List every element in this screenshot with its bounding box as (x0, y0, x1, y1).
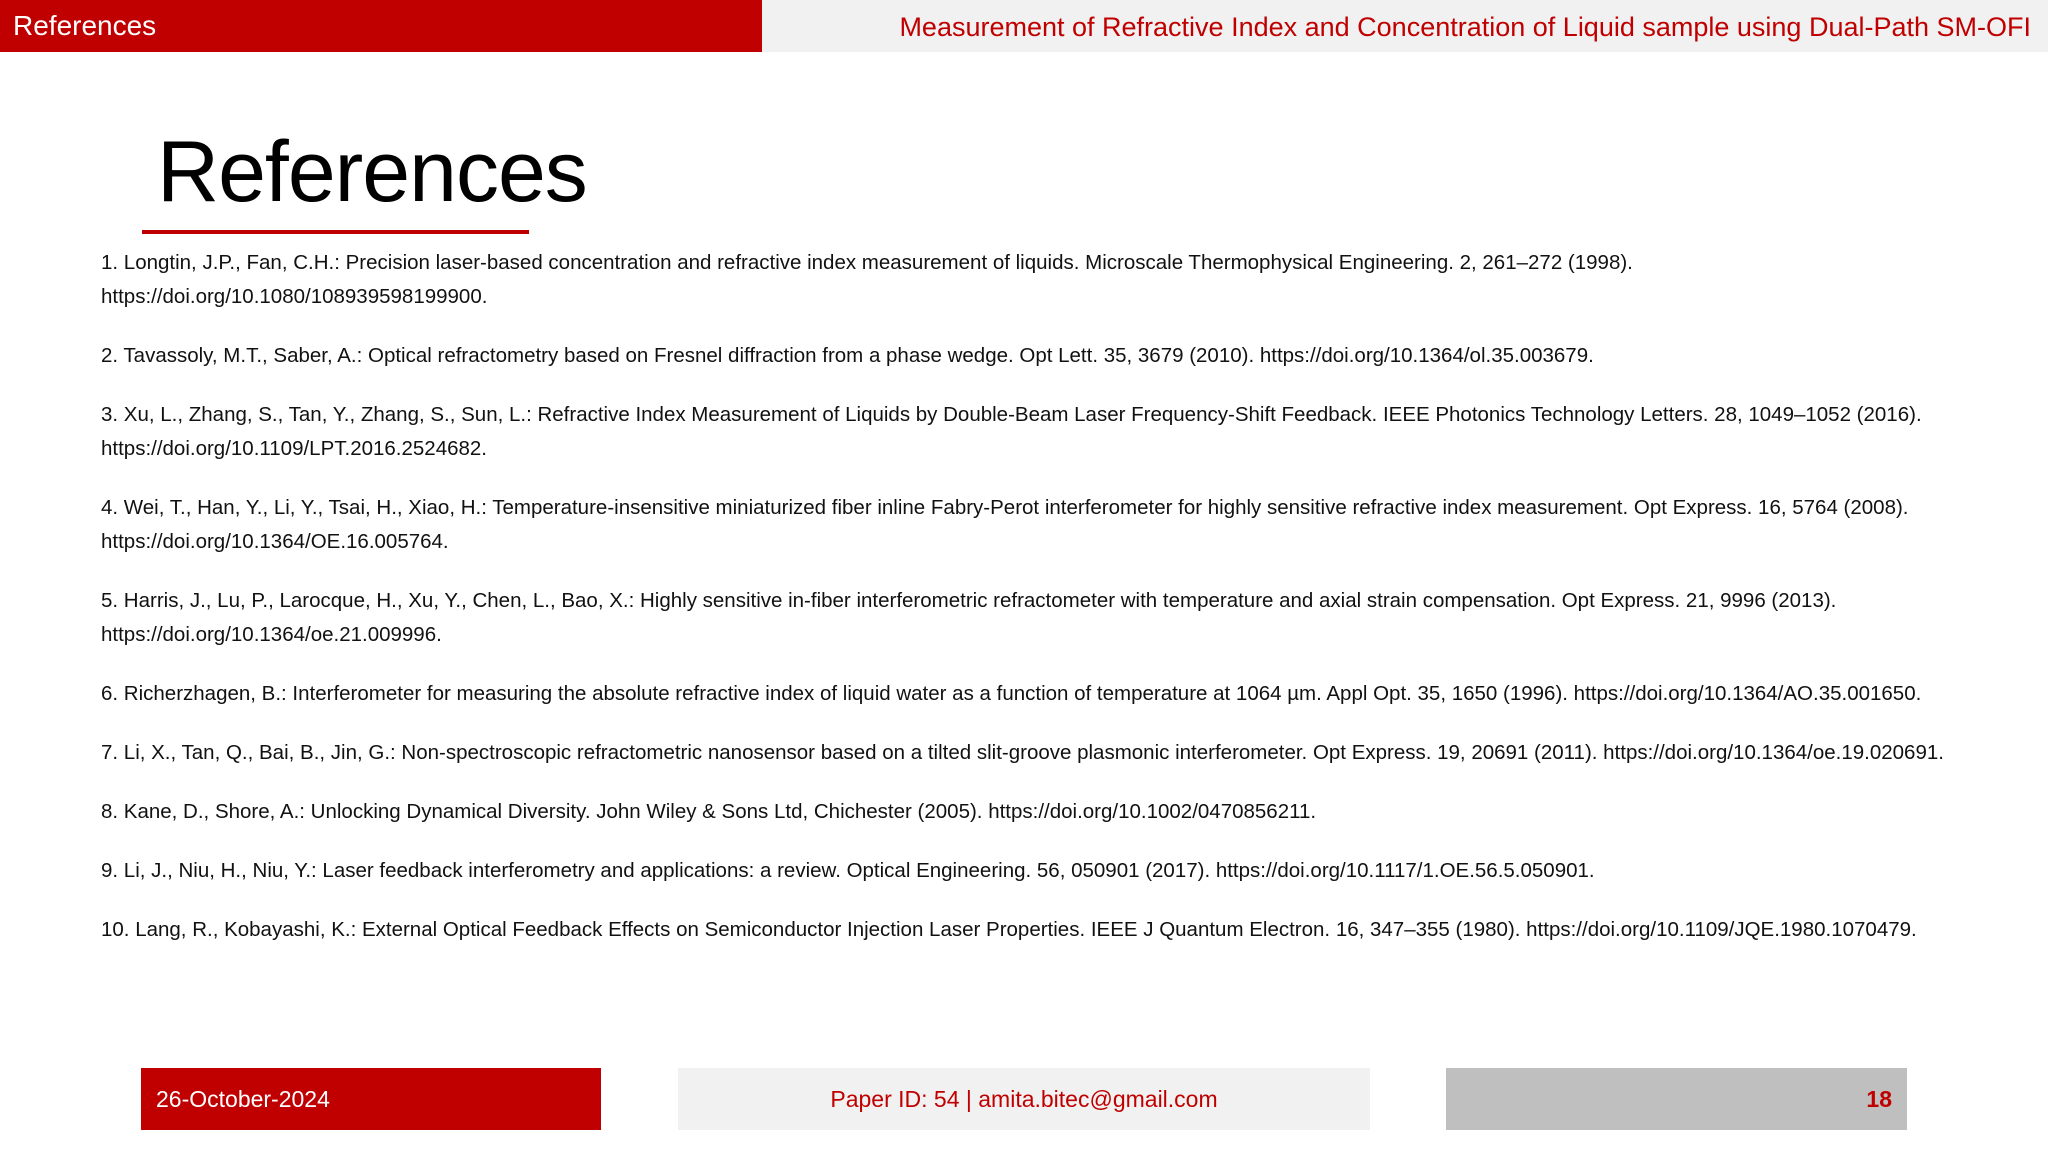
reference-item: 2. Tavassoly, M.T., Saber, A.: Optical refractometry based on Fresnel diffraction from a phase wedge. Opt Lett. 35, 3679 (2010). https://doi.org/10.1364/ol.35.003679. (101, 344, 1594, 367)
slide-title: References (157, 124, 587, 220)
reference-item: 9. Li, J., Niu, H., Niu, Y.: Laser feedback interferometry and applications: a review. Optical Engineering. 56, 050901 (2017). https://doi.org/10.1117/1.OE.56.5.050901. (101, 859, 1595, 882)
reference-item: 7. Li, X., Tan, Q., Bai, B., Jin, G.: Non-spectroscopic refractometric nanosensor based on a tilted slit-groove plasmonic interferometer. Opt Express. 19, 20691 (2011). https://doi.org/10.1364/oe.19.020691. (101, 741, 1944, 764)
reference-item: 3. Xu, L., Zhang, S., Tan, Y., Zhang, S., Sun, L.: Refractive Index Measurement of Liquids by Double-Beam Laser Frequency-Shift Feedback. IEEE Photonics Technology Letters. 28, 1049–1052 (2016). https://doi.org/10.1109/LPT.2016.2524682. (101, 403, 1922, 460)
footer-date: 26-October-2024 (141, 1068, 601, 1130)
reference-item: 10. Lang, R., Kobayashi, K.: External Optical Feedback Effects on Semiconductor Injection Laser Properties. IEEE J Quantum Electron. 16, 347–355 (1980). https://doi.org/10.1109/JQE.1980.1070479. (101, 918, 1917, 941)
reference-item: 5. Harris, J., Lu, P., Larocque, H., Xu, Y., Chen, L., Bao, X.: Highly sensitive in-fiber interferometric refractometer with temperature and axial strain compensation. Opt Express. 21, 9996 (2013). https://doi.org/10.1364/oe.21.009996. (101, 589, 1837, 646)
reference-item: 8. Kane, D., Shore, A.: Unlocking Dynamical Diversity. John Wiley & Sons Ltd, Chichester (2005). https://doi.org/10.1002/0470856211. (101, 800, 1317, 823)
references-list (101, 246, 1981, 972)
page-number: 18 (1446, 1068, 1907, 1130)
section-label: References (0, 0, 762, 52)
reference-item: 6. Richerzhagen, B.: Interferometer for measuring the absolute refractive index of liquid water as a function of temperature at 1064 µm. Appl Opt. 35, 1650 (1996). https://doi.org/10.1364/AO.35.001650. (101, 682, 1922, 705)
footer-paper-info: Paper ID: 54 | amita.bitec@gmail.com (678, 1068, 1370, 1130)
presentation-title: Measurement of Refractive Index and Concentration of Liquid sample using Dual-Path SM-OFI (762, 0, 2048, 52)
reference-item: 1. Longtin, J.P., Fan, C.H.: Precision laser-based concentration and refractive index measurement of liquids. Microscale Thermophysical Engineering. 2, 261–272 (1998). https://doi.org/10.1080/108939598199900. (101, 251, 1633, 308)
reference-item: 4. Wei, T., Han, Y., Li, Y., Tsai, H., Xiao, H.: Temperature-insensitive miniaturized fiber inline Fabry-Perot interferometer for highly sensitive refractive index measurement. Opt Express. 16, 5764 (2008). https://doi.org/10.1364/OE.16.005764. (101, 496, 1909, 553)
title-underline (142, 230, 529, 234)
